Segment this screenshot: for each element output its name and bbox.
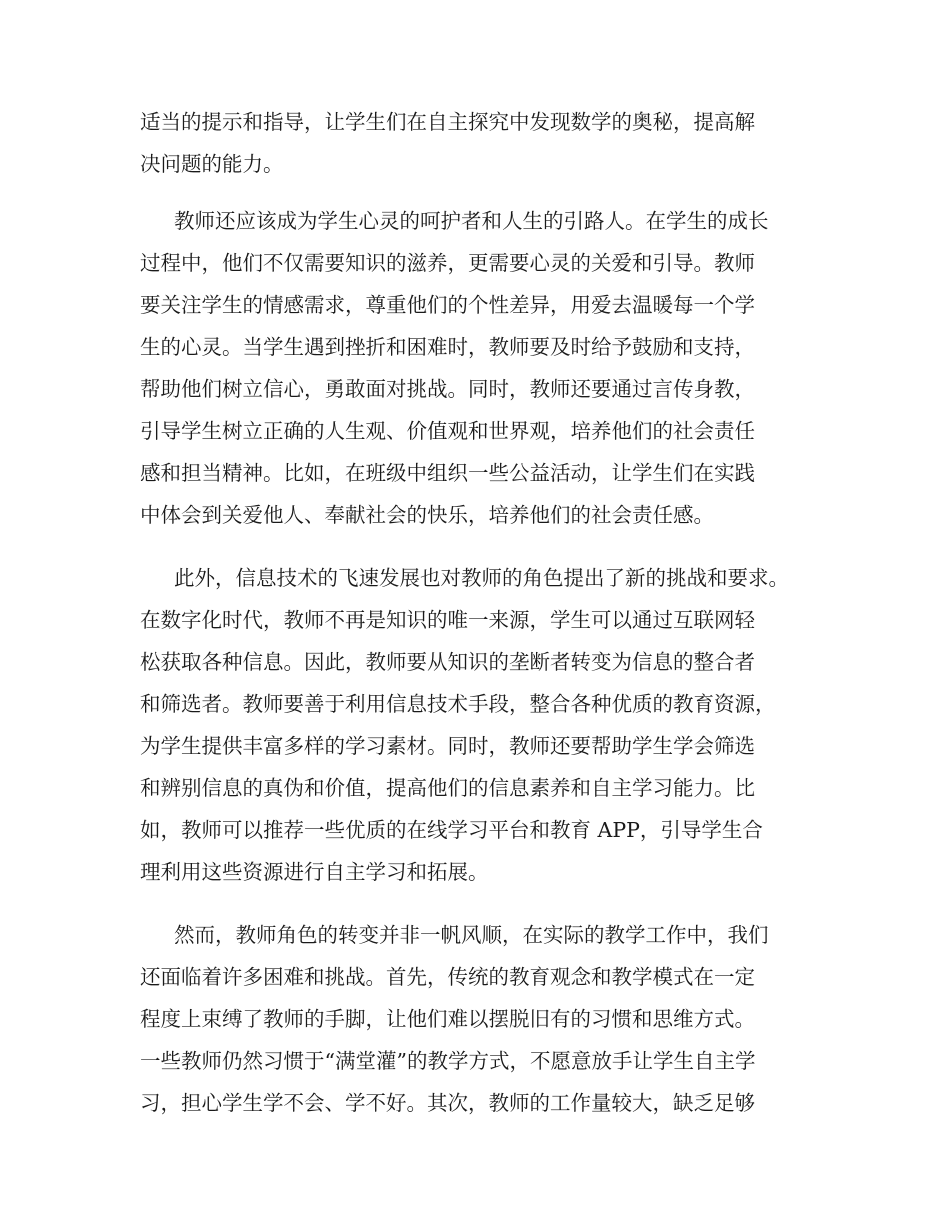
paragraph-2-line-6: 引导学生树立正确的人生观、价值观和世界观，培养他们的社会责任: [140, 419, 755, 443]
paragraph-2-line-1: 教师还应该成为学生心灵的呵护者和人生的引路人。在学生的成长: [174, 209, 769, 233]
paragraph-3-line-7: 如，教师可以推荐一些优质的在线学习平台和教育 APP，引导学生合: [140, 818, 763, 842]
paragraph-1-line-1: 适当的提示和指导，让学生们在自主探究中发现数学的奥秘，提高解: [140, 110, 755, 134]
paragraph-4-line-3: 程度上束缚了教师的手脚，让他们难以摆脱旧有的习惯和思维方式。: [140, 1007, 755, 1031]
paragraph-2-line-8: 中体会到关爱他人、奉献社会的快乐，培养他们的社会责任感。: [140, 503, 714, 527]
paragraph-4-line-2: 还面临着许多困难和挑战。首先，传统的教育观念和教学模式在一定: [140, 965, 755, 989]
paragraph-3-line-8: 理利用这些资源进行自主学习和拓展。: [140, 860, 489, 884]
paragraph-4-line-5: 习，担心学生学不会、学不好。其次，教师的工作量较大，缺乏足够: [140, 1091, 755, 1115]
paragraph-3-line-4: 和筛选者。教师要善于利用信息技术手段，整合各种优质的教育资源，: [140, 692, 776, 716]
paragraph-2-line-2: 过程中，他们不仅需要知识的滋养，更需要心灵的关爱和引导。教师: [140, 251, 755, 275]
paragraph-2-line-7: 感和担当精神。比如，在班级中组织一些公益活动，让学生们在实践: [140, 461, 755, 485]
paragraph-1-line-2: 决问题的能力。: [140, 152, 284, 176]
paragraph-3-line-5: 为学生提供丰富多样的学习素材。同时，教师还要帮助学生学会筛选: [140, 734, 755, 758]
paragraph-3-line-6: 和辨别信息的真伪和价值，提高他们的信息素养和自主学习能力。比: [140, 776, 755, 800]
paragraph-3-line-2: 在数字化时代，教师不再是知识的唯一来源，学生可以通过互联网轻: [140, 608, 755, 632]
paragraph-2-line-4: 生的心灵。当学生遇到挫折和困难时，教师要及时给予鼓励和支持，: [140, 335, 755, 359]
paragraph-4-line-1: 然而，教师角色的转变并非一帆风顺，在实际的教学工作中，我们: [174, 923, 769, 947]
paragraph-3-line-3: 松获取各种信息。因此，教师要从知识的垄断者转变为信息的整合者: [140, 650, 755, 674]
paragraph-4-line-4: 一些教师仍然习惯于“满堂灌”的教学方式，不愿意放手让学生自主学: [140, 1049, 756, 1073]
paragraph-3-line-1: 此外，信息技术的飞速发展也对教师的角色提出了新的挑战和要求。: [174, 566, 789, 590]
paragraph-2-line-3: 要关注学生的情感需求，尊重他们的个性差异，用爱去温暖每一个学: [140, 293, 755, 317]
paragraph-2-line-5: 帮助他们树立信心，勇敢面对挑战。同时，教师还要通过言传身教，: [140, 377, 755, 401]
